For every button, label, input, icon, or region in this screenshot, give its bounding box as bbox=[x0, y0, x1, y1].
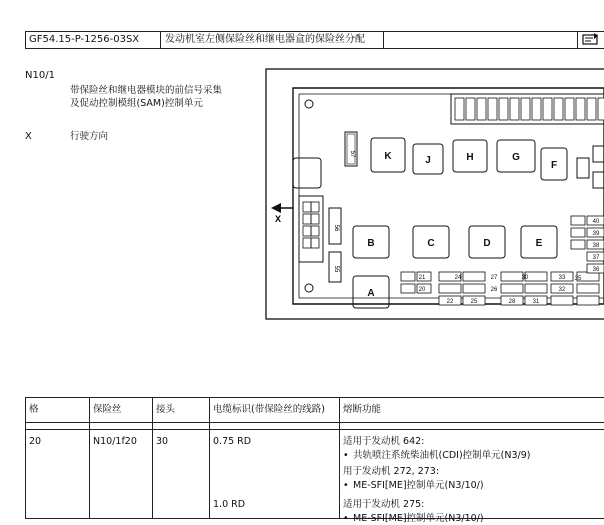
outer-frame bbox=[266, 69, 604, 319]
top-fuse-slot bbox=[543, 98, 552, 120]
col-header-cable: 电缆标识(带保险丝的线路) bbox=[213, 404, 325, 415]
fuse-label-55: 55 bbox=[333, 265, 339, 273]
fuse-label-31: 31 bbox=[532, 299, 540, 305]
relay-h: H bbox=[466, 152, 474, 163]
function-line: • 共轨喷注系统柴油机(CDI)控制单元(N3/9) bbox=[343, 450, 531, 461]
top-fuse-slot bbox=[532, 98, 541, 120]
fuse-label-21: 21 bbox=[418, 275, 426, 281]
col-header-connector: 接头 bbox=[156, 404, 176, 415]
cell-cable-1: 0.75 RD bbox=[213, 436, 252, 447]
legend-text-n10-1-line1: 带保险丝和继电器模块的前信号采集 bbox=[70, 85, 223, 96]
fuse-label-35: 35 bbox=[574, 276, 582, 282]
doc-title: 发动机室左侧保险丝和继电器盒的保险丝分配 bbox=[165, 34, 365, 45]
fuse-label-20: 20 bbox=[418, 287, 426, 293]
cell-connector: 30 bbox=[156, 436, 169, 447]
relay-d: D bbox=[483, 238, 491, 249]
top-fuse-slot bbox=[598, 98, 604, 120]
top-fuse-row bbox=[451, 94, 604, 124]
legend-code-x: X bbox=[25, 131, 32, 142]
cell-fuse: N10/1f20 bbox=[93, 436, 137, 447]
header-divider bbox=[383, 32, 384, 48]
fuse-label-25: 25 bbox=[470, 299, 478, 305]
function-line: 用于发动机 272, 273: bbox=[343, 466, 440, 477]
col-header-fuse: 保险丝 bbox=[93, 404, 122, 415]
fuse-label-38: 38 bbox=[592, 243, 600, 249]
fuse-label-56: 56 bbox=[333, 224, 339, 232]
legend-text-x: 行驶方向 bbox=[70, 131, 109, 142]
relay-e: E bbox=[535, 238, 543, 249]
bottom-fuse-grid bbox=[401, 272, 599, 305]
legend-text-n10-1-line2: 及促动控制模组(SAM)控制单元 bbox=[70, 98, 203, 109]
top-fuse-slot bbox=[466, 98, 475, 120]
fuse-label-36: 36 bbox=[592, 267, 600, 273]
header-divider bbox=[160, 32, 161, 48]
function-line: • ME-SFI[ME]控制单元(N3/10/) bbox=[343, 480, 484, 491]
fuse-label-40: 40 bbox=[592, 219, 600, 225]
fuse-box-diagram bbox=[263, 68, 604, 320]
fuse-label-22: 22 bbox=[446, 299, 454, 305]
top-fuse-slot bbox=[554, 98, 563, 120]
fuse-label-30: 30 bbox=[521, 275, 529, 281]
function-line: • ME-SFI[ME]控制单元(N3/10/) bbox=[343, 513, 484, 524]
document-header bbox=[25, 31, 604, 49]
document-icon[interactable] bbox=[582, 32, 600, 48]
col-header-function: 熔断功能 bbox=[343, 404, 382, 415]
fuse-table bbox=[25, 397, 604, 524]
relay-b: B bbox=[367, 238, 375, 249]
top-fuse-slot bbox=[499, 98, 508, 120]
top-fuse-slot bbox=[510, 98, 519, 120]
top-fuse-slot bbox=[477, 98, 486, 120]
top-fuse-slot bbox=[455, 98, 464, 120]
legend-code-n10-1: N10/1 bbox=[25, 70, 55, 81]
fuse-label-37: 37 bbox=[592, 255, 600, 261]
fuse-label-24: 24 bbox=[454, 275, 462, 281]
fuse-label-57: 57 bbox=[349, 150, 355, 158]
doc-id: GF54.15-P-1256-03SX bbox=[29, 34, 140, 45]
relay-k: K bbox=[384, 151, 392, 162]
fuse-label-33: 33 bbox=[558, 275, 566, 281]
relay-a: A bbox=[367, 288, 375, 299]
header-divider bbox=[577, 32, 578, 48]
top-fuse-slot bbox=[587, 98, 596, 120]
function-line: 适用于发动机 642: bbox=[343, 436, 425, 447]
fuse-label-32: 32 bbox=[558, 287, 566, 293]
cell-cable-2: 1.0 RD bbox=[213, 499, 246, 510]
relay-g: G bbox=[512, 152, 520, 163]
relay-c: C bbox=[427, 238, 435, 249]
direction-label: X bbox=[274, 214, 282, 224]
top-fuse-slot bbox=[488, 98, 497, 120]
fuse-label-26: 26 bbox=[490, 287, 498, 293]
relay-j: J bbox=[425, 155, 431, 166]
relay-f: F bbox=[550, 160, 558, 171]
cell-slot: 20 bbox=[29, 436, 42, 447]
top-fuse-slot bbox=[521, 98, 530, 120]
fuse-label-27: 27 bbox=[490, 275, 498, 281]
col-header-slot: 格 bbox=[29, 404, 39, 415]
fuse-label-39: 39 bbox=[592, 231, 600, 237]
function-line: 适用于发动机 275: bbox=[343, 499, 425, 510]
top-fuse-slot bbox=[565, 98, 574, 120]
fuse-label-28: 28 bbox=[508, 299, 516, 305]
top-fuse-slot bbox=[576, 98, 585, 120]
